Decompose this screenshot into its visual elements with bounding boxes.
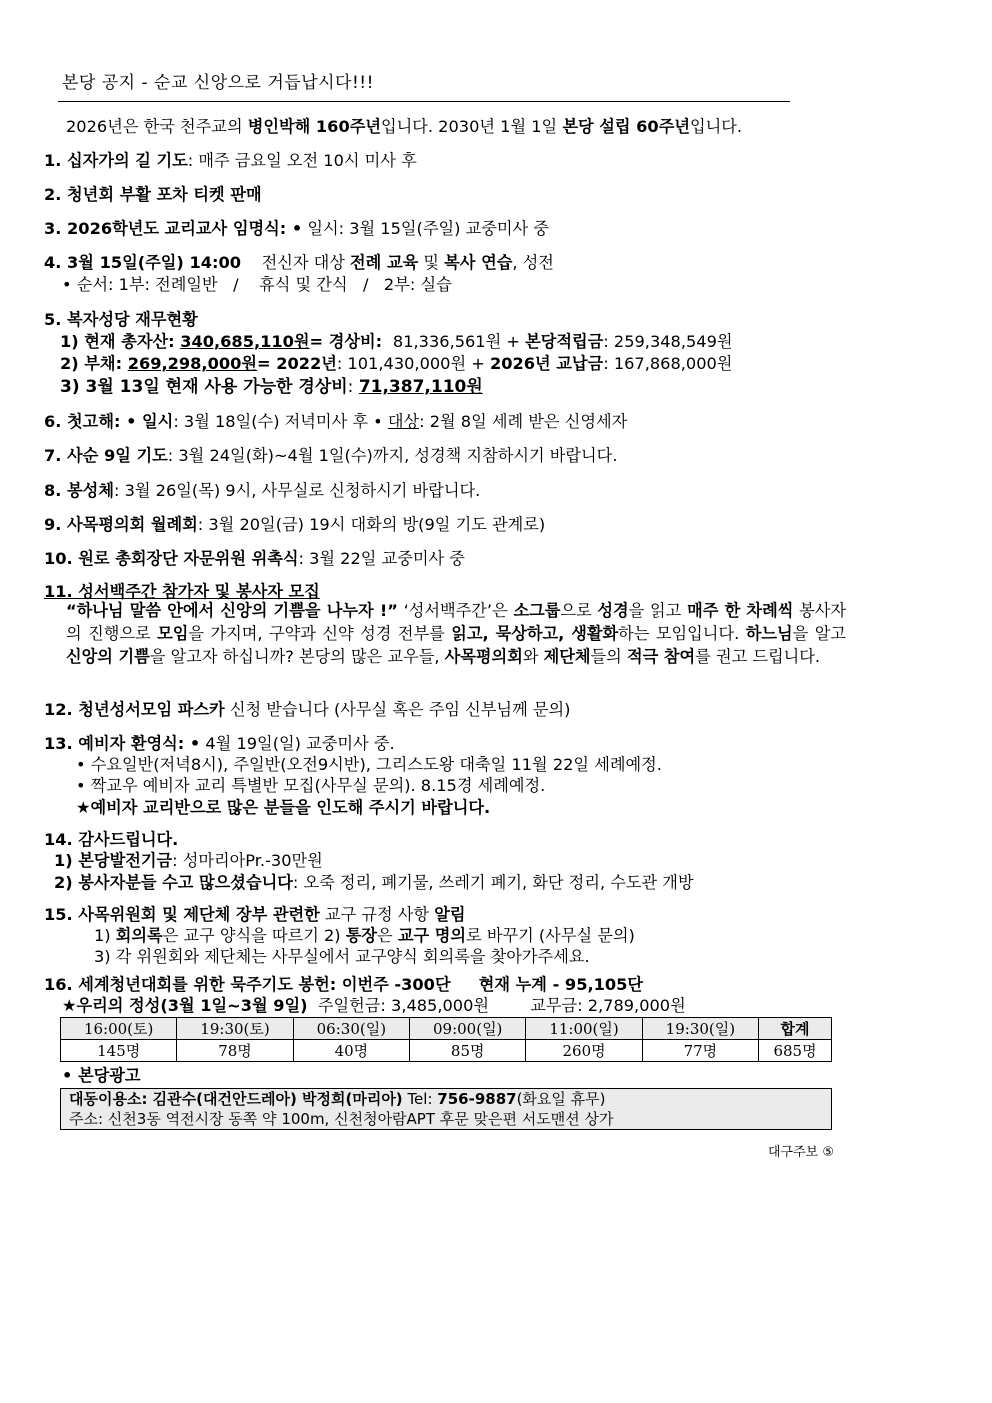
attendance-value: 145명	[61, 1040, 177, 1062]
item-13-class-schedule: • 수요일반(저녁8시), 주일반(오전9시반), 그리스도왕 대축일 11월 22일 세례예정.	[76, 755, 662, 774]
item-11-paragraph: “하나님 말씀 안에서 신앙의 기쁨을 나누자 !” ‘성서백주간’은 소그룹으로 성경을 읽고 매주 한 차례씩 봉사자의 진행으로 모임을 가지며, 구약과 신약 성경 전부를 읽고, 묵상하고, 생활화하는 모임입니다. 하느님을 알고 신앙의 기쁨을 알고자 하십니까? 본당의 많은 교우들, 사목평의회와 제단체들의 적극 참여를 권고 드립니다.	[66, 601, 846, 666]
item-13: 13. 예비자 환영식: • 4월 19일(일) 교중미사 중.	[44, 734, 395, 753]
item-4-order: • 순서: 1부: 전례일반 / 휴식 및 간식 / 2부: 실습	[62, 275, 452, 294]
page-footer: 대구주보 ⑤	[768, 1145, 835, 1160]
ad-shop-line: 대동이용소: 김관수(대건안드레아) 박정희(마리아) Tel: 756-9887(화요일 휴무)	[69, 1090, 606, 1108]
item-16: 16. 세계청년대회를 위한 묵주기도 봉헌: 이번주 -300단 현재 누계 - 95,105단	[44, 975, 644, 994]
attendance-value: 77명	[642, 1040, 758, 1062]
item-6: 6. 첫고해: • 일시: 3월 18일(수) 저녁미사 후 • 대상: 2월 8일 세례 받은 신영세자	[44, 412, 628, 431]
attendance-header: 06:30(일)	[293, 1018, 409, 1040]
item-11: 11. 성서백주간 참가자 및 봉사자 모집	[44, 582, 320, 601]
item-15-minutes: 3) 각 위원회와 제단체는 사무실에서 교구양식 회의록을 찾아가주세요.	[94, 947, 590, 966]
attendance-header-row	[61, 1018, 832, 1040]
title-divider	[58, 101, 790, 102]
attendance-header: 11:00(일)	[526, 1018, 642, 1040]
item-12: 12. 청년성서모임 파스카 신청 받습니다 (사무실 혹은 주임 신부님께 문의)	[44, 700, 571, 719]
ad-box	[60, 1088, 832, 1130]
item-1: 1. 십자가의 길 기도: 매주 금요일 오전 10시 미사 후	[44, 151, 417, 170]
item-14: 14. 감사드립니다.	[44, 830, 179, 849]
attendance-header: 19:30(토)	[177, 1018, 293, 1040]
attendance-value-row	[61, 1040, 832, 1062]
attendance-header: 16:00(토)	[61, 1018, 177, 1040]
page-title: 본당 공지 - 순교 신앙으로 거듭납시다!!!	[62, 73, 374, 93]
attendance-value-total: 685명	[759, 1040, 832, 1062]
item-8: 8. 봉성체: 3월 26일(목) 9시, 사무실로 신청하시기 바랍니다.	[44, 481, 481, 500]
item-7: 7. 사순 9일 기도: 3월 24일(화)~4월 1일(수)까지, 성경책 지참하시기 바랍니다.	[44, 446, 618, 465]
attendance-header: 09:00(일)	[410, 1018, 526, 1040]
item-4: 4. 3월 15일(주일) 14:00 전신자 대상 전례 교육 및 복사 연습, 성전	[44, 253, 554, 272]
item-15-rules: 1) 회의록은 교구 양식을 따르기 2) 통장은 교구 명의로 바꾸기 (사무실 문의)	[94, 926, 635, 945]
ad-address-line: 주소: 신천3동 역전시장 동쪽 약 100m, 신천청아람APT 후문 맞은편 서도맨션 상가	[69, 1110, 614, 1128]
item-14-volunteers: 2) 봉사자분들 수고 많으셨습니다: 오죽 정리, 폐기물, 쓰레기 폐기, 화단 정리, 수도관 개방	[54, 873, 694, 892]
item-15: 15. 사목위원회 및 제단체 장부 관련한 교구 규정 사항 알림	[44, 905, 466, 924]
item-14-fund: 1) 본당발전기금: 성마리아Pr.-30만원	[54, 851, 323, 870]
item-5-total-assets: 1) 현재 총자산: 340,685,110원= 경상비: 81,336,561원 + 본당적립금: 259,348,549원	[60, 332, 733, 351]
attendance-value: 78명	[177, 1040, 293, 1062]
item-13-special-class: • 짝교우 예비자 교리 특별반 모집(사무실 문의). 8.15경 세례예정.	[76, 776, 546, 795]
offering-line: ★우리의 정성(3월 1일~3월 9일) 주일헌금: 3,485,000원 교무금: 2,789,000원	[62, 996, 686, 1015]
attendance-table	[60, 1017, 832, 1062]
item-5-debt: 2) 부채: 269,298,000원= 2022년: 101,430,000원 + 2026년 교납금: 167,868,000원	[60, 354, 733, 373]
ad-heading: • 본당광고	[62, 1066, 141, 1085]
item-13-request: ★예비자 교리반으로 많은 분들을 인도해 주시기 바랍니다.	[76, 798, 491, 817]
attendance-header: 19:30(일)	[642, 1018, 758, 1040]
item-5: 5. 복자성당 재무현황	[44, 310, 198, 329]
item-10: 10. 원로 총회장단 자문위원 위촉식: 3월 22일 교중미사 중	[44, 549, 465, 568]
item-3: 3. 2026학년도 교리교사 임명식: • 일시: 3월 15일(주일) 교중미사 중	[44, 219, 549, 238]
attendance-value: 260명	[526, 1040, 642, 1062]
attendance-value: 85명	[410, 1040, 526, 1062]
attendance-header-total: 합계	[759, 1018, 832, 1040]
intro-line: 2026년은 한국 천주교의 병인박해 160주년입니다. 2030년 1월 1일 본당 설립 60주년입니다.	[66, 117, 743, 136]
item-9: 9. 사목평의회 월례회: 3월 20일(금) 19시 대화의 방(9일 기도 관계로)	[44, 515, 546, 534]
attendance-value: 40명	[293, 1040, 409, 1062]
item-5-available: 3) 3월 13일 현재 사용 가능한 경상비: 71,387,110원	[60, 377, 483, 397]
item-2: 2. 청년회 부활 포차 티켓 판매	[44, 185, 262, 204]
